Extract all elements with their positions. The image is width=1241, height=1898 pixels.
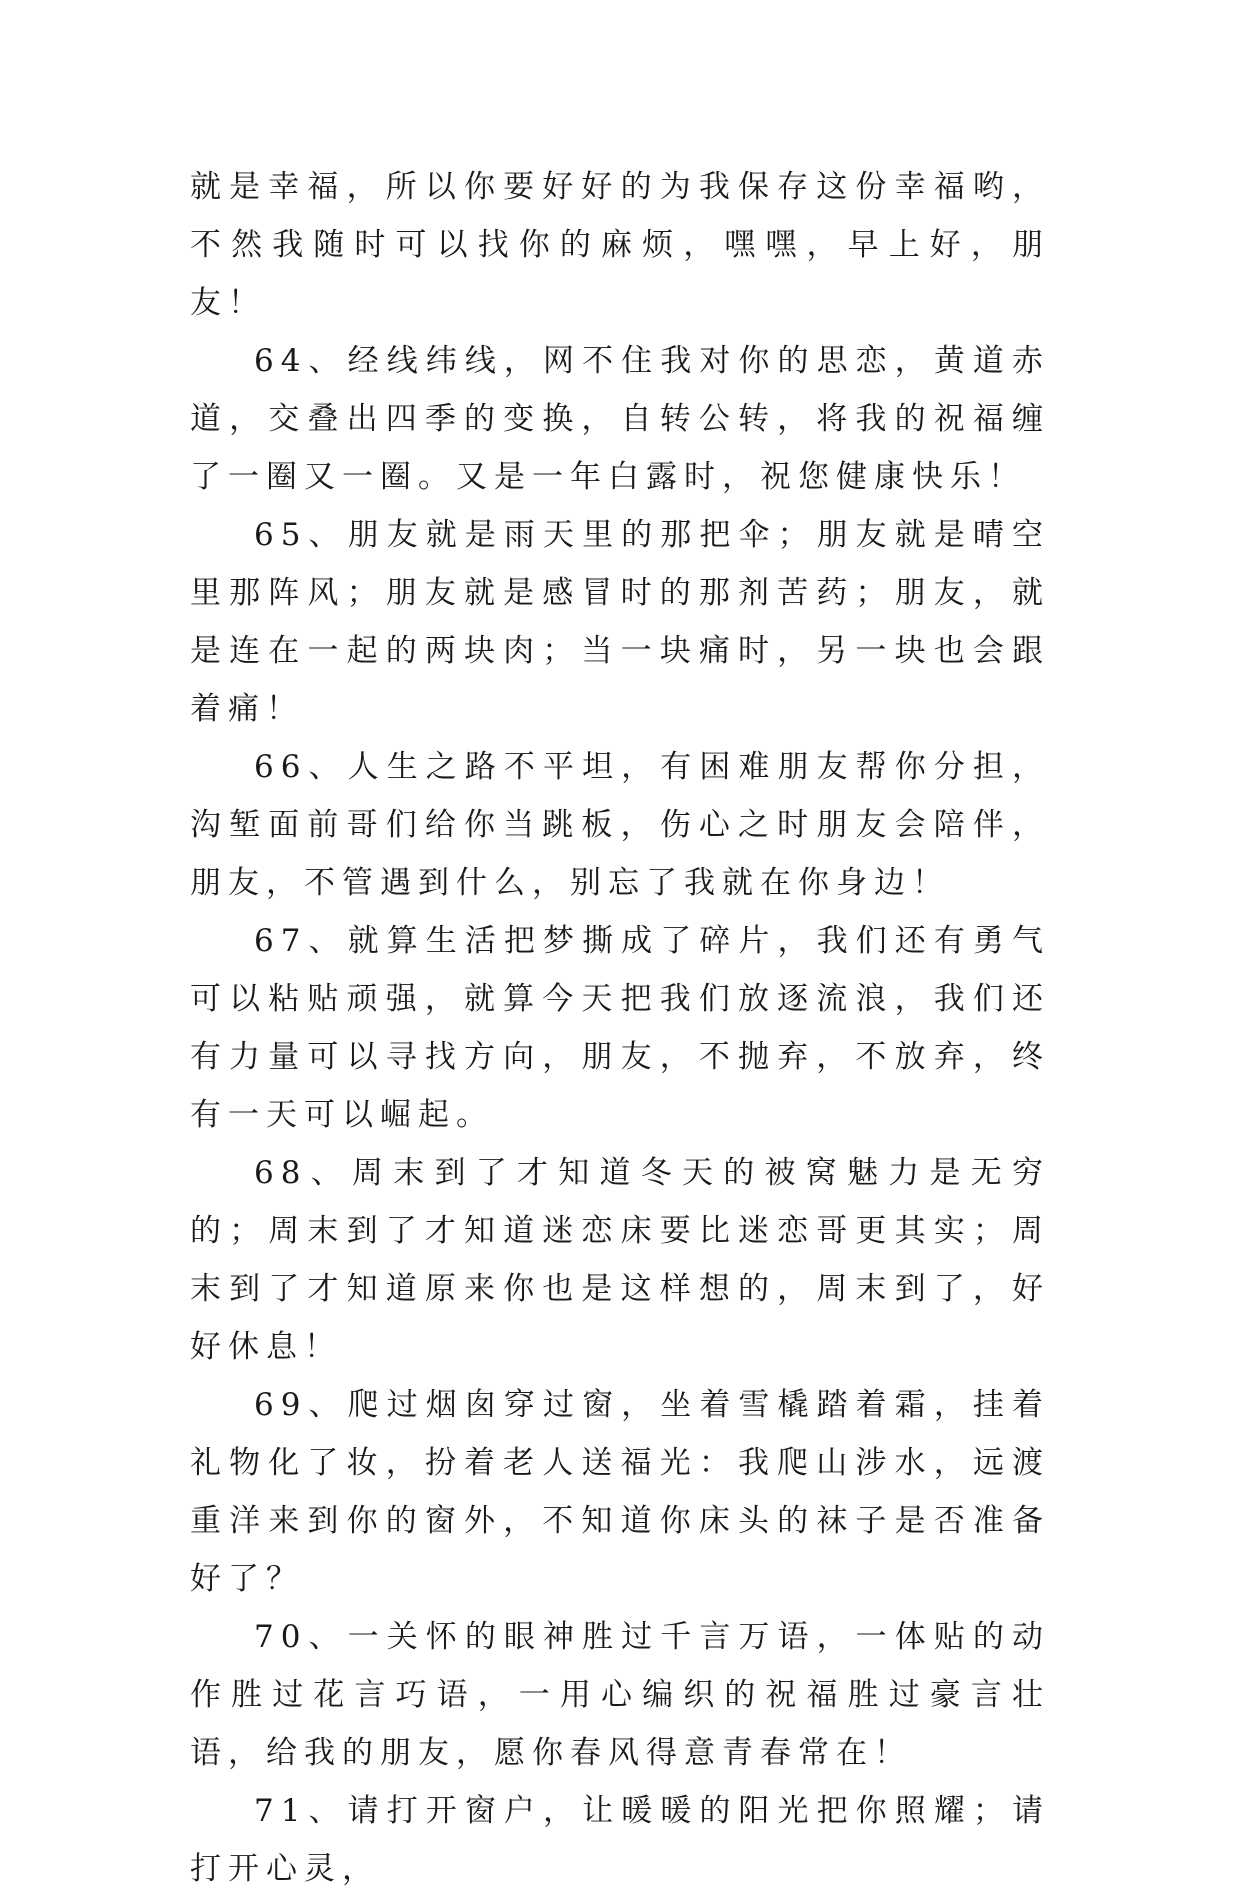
paragraph-66: 66、人生之路不平坦，有困难朋友帮你分担，沟堑面前哥们给你当跳板，伤心之时朋友会陪伴，朋友，不管遇到什么，别忘了我就在你身边！ bbox=[190, 749, 1050, 901]
paragraph-71: 71、请打开窗户，让暖暖的阳光把你照耀；请打开心灵， bbox=[190, 1793, 1050, 1887]
paragraph-69: 69、爬过烟囱穿过窗，坐着雪橇踏着霜，挂着礼物化了妆，扮着老人送福光：我爬山涉水，远渡重洋来到你的窗外，不知道你床头的袜子是否准备好了？ bbox=[190, 1387, 1050, 1597]
document-body bbox=[190, 158, 1050, 1898]
paragraph-67: 67、就算生活把梦撕成了碎片，我们还有勇气可以粘贴顽强，就算今天把我们放逐流浪，我们还有力量可以寻找方向，朋友，不抛弃，不放弃，终有一天可以崛起。 bbox=[190, 923, 1050, 1133]
paragraph-68: 68、周末到了才知道冬天的被窝魅力是无穷的；周末到了才知道迷恋床要比迷恋哥更其实；周末到了才知道原来你也是这样想的，周末到了，好好休息！ bbox=[190, 1155, 1050, 1365]
paragraph-65: 65、朋友就是雨天里的那把伞；朋友就是晴空里那阵风；朋友就是感冒时的那剂苦药；朋友，就是连在一起的两块肉；当一块痛时，另一块也会跟着痛！ bbox=[190, 517, 1050, 727]
paragraph-64: 64、经线纬线，网不住我对你的思恋，黄道赤道，交叠出四季的变换，自转公转，将我的祝福缠了一圈又一圈。又是一年白露时，祝您健康快乐！ bbox=[190, 343, 1050, 495]
paragraph-continuation: 就是幸福，所以你要好好的为我保存这份幸福哟，不然我随时可以找你的麻烦，嘿嘿，早上好，朋友！ bbox=[190, 169, 1050, 321]
paragraph-70: 70、一关怀的眼神胜过千言万语，一体贴的动作胜过花言巧语，一用心编织的祝福胜过豪言壮语，给我的朋友，愿你春风得意青春常在！ bbox=[190, 1619, 1050, 1771]
